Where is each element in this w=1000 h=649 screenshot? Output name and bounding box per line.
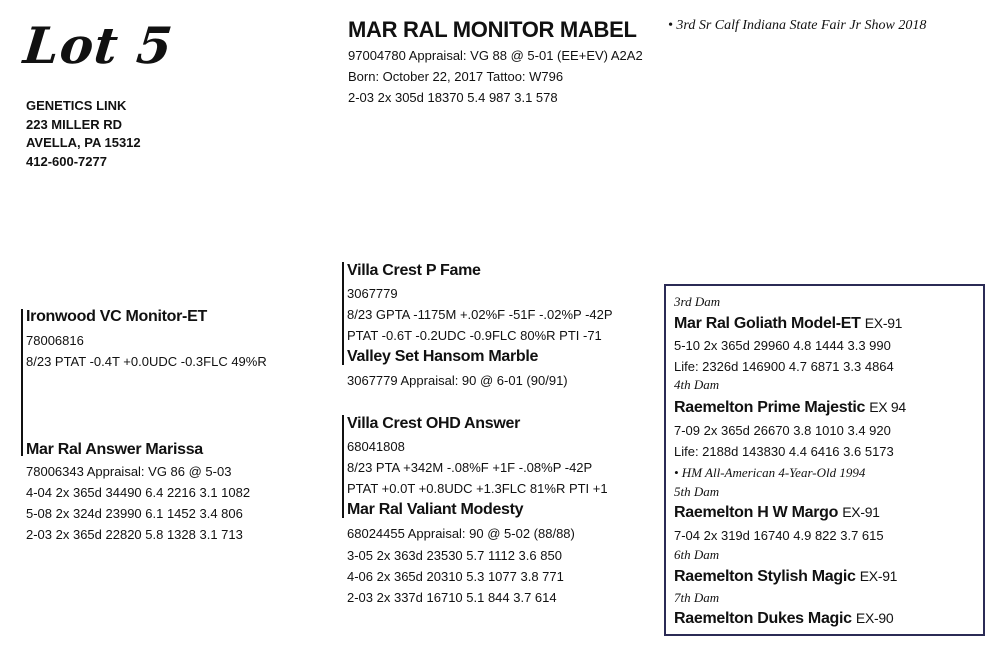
animal-registration-appraisal: 97004780 Appraisal: VG 88 @ 5-01 (EE+EV) A2A2 [348,48,643,63]
dam-dam-record: 2-03 2x 337d 16710 5.1 844 3.7 614 [347,590,557,605]
animal-record: 2-03 2x 305d 18370 5.4 987 3.1 578 [348,90,558,105]
dam-appraisal: 78006343 Appraisal: VG 86 @ 5-03 [26,464,232,479]
fifth-dam-label: 5th Dam [674,484,720,499]
animal-award: • 3rd Sr Calf Indiana State Fair Jr Show 2018 [668,18,927,33]
seventh-dam-name-text: Raemelton Dukes Magic [674,610,852,627]
consignor-phone: 412-600-7277 [26,153,107,169]
lot-number: Lot 5 [20,16,176,75]
third-dam-name-text: Mar Ral Goliath Model-ET [674,315,861,332]
consignor-info [26,97,141,171]
dam-sire-type-traits: PTAT +0.0T +0.8UDC +1.3FLC 81%R PTI +1 [347,481,608,496]
dam-dam-name: Mar Ral Valiant Modesty [347,501,524,518]
third-dam-lifetime: Life: 2326d 146900 4.7 6871 3.3 4864 [674,359,894,374]
sire-dam-appraisal: 3067779 Appraisal: 90 @ 6-01 (90/91) [347,373,568,388]
dam-name: Mar Ral Answer Marissa [26,441,203,458]
fifth-dam-record: 7-04 2x 319d 16740 4.9 822 3.7 615 [674,528,884,543]
sire-line-bracket [342,262,344,365]
sire-registration: 78006816 [26,333,84,348]
sire-name: Ironwood VC Monitor-ET [26,308,207,325]
seventh-dam-label: 7th Dam [674,590,720,605]
sire-dam-name: Valley Set Hansom Marble [347,348,539,365]
fifth-dam-score: EX-91 [842,504,880,520]
fourth-dam-name-text: Raemelton Prime Majestic [674,399,866,416]
seventh-dam-name [674,610,893,628]
fourth-dam-score: EX 94 [869,399,906,415]
fifth-dam-name-text: Raemelton H W Margo [674,504,839,521]
dam-record: 5-08 2x 324d 23990 6.1 1452 3.4 806 [26,506,243,521]
dam-line-bracket [342,415,344,518]
fourth-dam-award: • HM All-American 4-Year-Old 1994 [674,465,866,480]
fourth-dam-name [674,399,906,417]
dam-sire-genomics: 8/23 PTA +342M -.08%F +1F -.08%P -42P [347,460,593,475]
dam-sire-registration: 68041808 [347,439,405,454]
animal-birth-tattoo: Born: October 22, 2017 Tattoo: W796 [348,69,564,84]
consignor-city: AVELLA, PA 15312 [26,135,141,150]
fourth-dam-label: 4th Dam [674,377,720,392]
sire-sire-registration: 3067779 [347,286,398,301]
dam-dam-appraisal: 68024455 Appraisal: 90 @ 5-02 (88/88) [347,526,575,541]
sire-sire-genomics: 8/23 GPTA -1175M +.02%F -51F -.02%P -42P [347,307,613,322]
sire-sire-name: Villa Crest P Fame [347,262,481,279]
consignor-street: 223 MILLER RD [26,116,123,132]
third-dam-label: 3rd Dam [674,294,721,309]
third-dam-name [674,315,902,333]
sixth-dam-label: 6th Dam [674,547,720,562]
sixth-dam-name-text: Raemelton Stylish Magic [674,568,856,585]
sire-bracket [21,309,23,456]
dam-record: 2-03 2x 365d 22820 5.8 1328 3.1 713 [26,527,243,542]
dam-dam-record: 3-05 2x 363d 23530 5.7 1112 3.6 850 [347,548,562,563]
consignor-name: GENETICS LINK [26,98,127,113]
third-dam-score: EX-91 [864,315,903,331]
animal-name: MAR RAL MONITOR MABEL [348,17,637,42]
third-dam-record: 5-10 2x 365d 29960 4.8 1444 3.3 990 [674,338,891,353]
fourth-dam-record: 7-09 2x 365d 26670 3.8 1010 3.4 920 [674,423,891,438]
sire-sire-type-traits: PTAT -0.6T -0.2UDC -0.9FLC 80%R PTI -71 [347,328,602,343]
fifth-dam-name [674,504,880,522]
dam-dam-record: 4-06 2x 365d 20310 5.3 1077 3.8 771 [347,569,564,584]
fourth-dam-lifetime: Life: 2188d 143830 4.4 6416 3.6 5173 [674,444,894,459]
dam-sire-name: Villa Crest OHD Answer [347,415,521,432]
dam-record: 4-04 2x 365d 34490 6.4 2216 3.1 1082 [26,485,251,500]
animal-details [348,45,643,108]
sixth-dam-score: EX-91 [859,568,898,584]
seventh-dam-score: EX-90 [855,610,894,626]
sire-genomics: 8/23 PTAT -0.4T +0.0UDC -0.3FLC 49%R [26,354,267,369]
sixth-dam-name [674,568,897,586]
